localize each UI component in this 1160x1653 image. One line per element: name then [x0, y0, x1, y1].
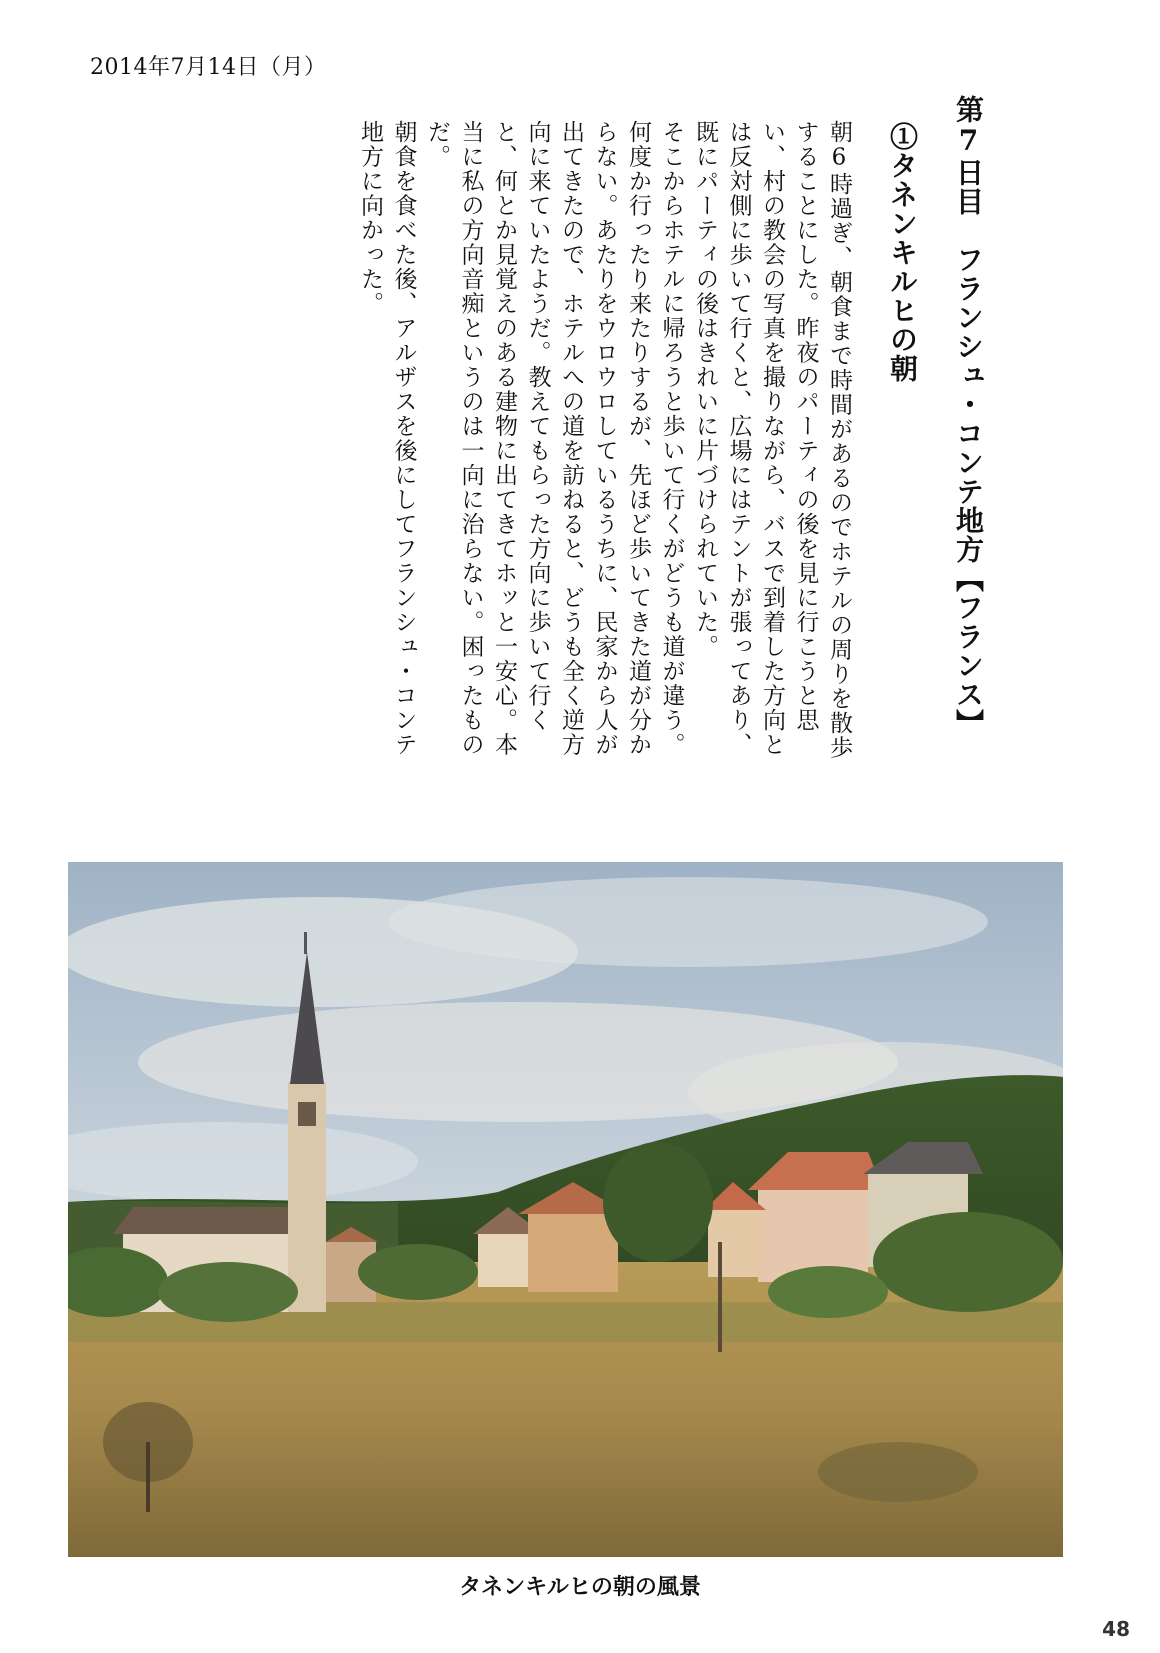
body-text — [353, 120, 856, 780]
paragraph-3: 朝食を食べた後、アルザスを後にしてフランシュ・コンテ地方に向かった。 — [357, 120, 417, 757]
chapter-title: 第7日目 フランシュ・コンテ地方【フランス】 — [952, 95, 985, 738]
photo-caption: タネンキルヒの朝の風景 — [459, 1575, 701, 1600]
section-title: ①タネンキルヒの朝 — [886, 122, 919, 383]
paragraph-2: そこからホテルに帰ろうと歩いて行くがどうも道が違う。何度か行ったり来たりするが、先ほど歩いてきた道が分からない。あたりをウロウロしているうちに、民家から人が出てきたので、ホテルへの道を訪ねると、どうも全く逆方向に来ていたようだ。教えてもらった方向に歩いて行くと、何とか見覚えのある建物に出てきてホッと一安心。本当に私の方向音痴というのは一向に治らない。困ったものだ。 — [424, 120, 685, 757]
date-header: 2014年7月14日（月） — [90, 55, 327, 80]
village-photo — [68, 862, 1063, 1557]
paragraph-1: 朝6時過ぎ、朝食まで時間があるのでホテルの周りを散歩することにした。昨夜のパーティの後を見に行こうと思い、村の教会の写真を撮りながら、バスで到着した方向とは反対側に歩いて行くと、広場にはテントが張ってあり、既にパーティの後はきれいに片づけられていた。 — [692, 120, 852, 760]
page-number: 48 — [1102, 1617, 1130, 1641]
